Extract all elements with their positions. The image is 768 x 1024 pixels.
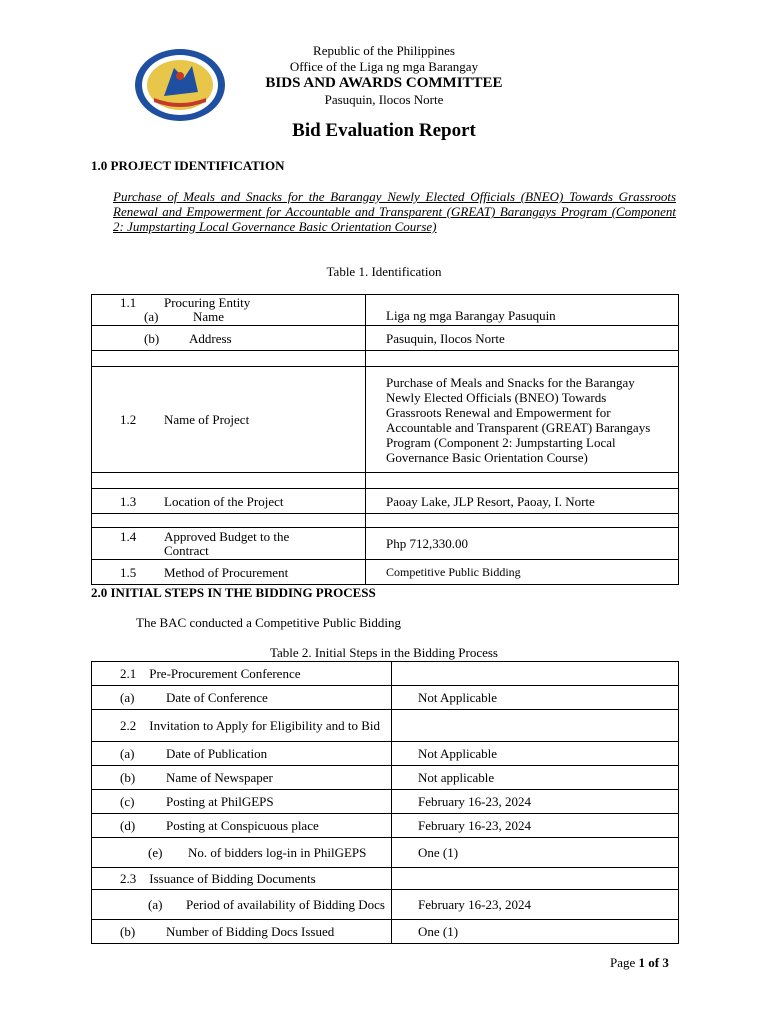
page-prefix: Page [610,955,636,970]
row-number: 1.3 [120,493,137,509]
row-label: Posting at Conspicuous place [166,818,319,833]
report-title: Bid Evaluation Report [292,120,476,141]
row-value: Liga ng mga Barangay Pasuquin [366,295,679,326]
table-row [92,790,679,814]
table-row-spacer [92,351,679,367]
row-letter: (a) [120,690,135,705]
row-label: Number of Bidding Docs Issued [166,924,335,939]
row-letter: (b) [120,924,136,939]
row-value: Competitive Public Bidding [366,560,679,585]
section2-heading: 2.0 INITIAL STEPS IN THE BIDDING PROCESS [91,585,376,600]
row-value: February 16-23, 2024 [392,890,679,920]
table-row [92,710,679,742]
row-label: Location of the Project [164,493,284,509]
header-location: Pasuquin, Ilocos Norte [324,92,444,107]
row-label-text: 2.2 Invitation to Apply for Eligibility and to Bid [120,717,380,733]
row-label: Method of Procurement [164,564,289,580]
row-number: 1.5 [120,564,137,580]
row-value: One (1) [392,838,679,868]
table-row [92,838,679,868]
row-label: Date of Conference [166,690,268,705]
row-label: Name [193,309,225,324]
row-label: No. of bidders log-in in PhilGEPS [188,845,367,860]
row-letter: (e) [148,845,163,860]
section1-heading: 1.0 PROJECT IDENTIFICATION [91,158,285,173]
identification-table [91,294,679,585]
row-value: February 16-23, 2024 [392,790,679,814]
table-row [92,742,679,766]
table-row [92,890,679,920]
row-value: Purchase of Meals and Snacks for the Barangay Newly Elected Officials (BNEO) Towards Grassroots Renewal and Empowerment for Accountable and Transparent (GREAT) Barangays Program (Component 2: Jumpstarting Local Governance Basic Orientation Course) [366,367,679,473]
section2-intro: The BAC conducted a Competitive Public Bidding [136,615,402,630]
table-row [92,489,679,514]
row-number: 1.2 [120,412,137,427]
page-current: 1 [638,955,646,970]
row-label: Period of availability of Bidding Docs [186,896,385,912]
table-row [92,326,679,351]
table-row [92,868,679,890]
table-row-spacer [92,473,679,489]
row-letter: (c) [120,794,135,809]
row-value: Not Applicable [392,686,679,710]
row-label: Procuring Entity [164,295,251,310]
initial-steps-table [91,661,679,944]
row-value: Not Applicable [392,742,679,766]
row-value: Pasuquin, Ilocos Norte [366,326,679,351]
page-of: of [648,955,660,970]
row-number: 1.4 [120,528,137,544]
table-row [92,920,679,944]
row-label: 2.1 Pre-Procurement Conference [92,662,392,686]
row-value: Paoay Lake, JLP Resort, Paoay, I. Norte [366,489,679,514]
table-row [92,528,679,560]
page-total: 3 [662,955,669,970]
table-row [92,686,679,710]
row-label [92,710,392,742]
row-letter: (a) [144,309,159,324]
header-office: Office of the Liga ng mga Barangay [289,59,479,74]
table-row [92,814,679,838]
table-row [92,560,679,585]
row-number: 1.1 [120,295,137,310]
table-row [92,662,679,686]
row-value: Php 712,330.00 [366,528,679,560]
header-republic: Republic of the Philippines [313,43,455,58]
row-label: Approved Budget to the Contract [164,528,290,558]
row-label: Date of Publication [166,746,268,761]
project-description: Purchase of Meals and Snacks for the Barangay Newly Elected Officials (BNEO) Towards Grassroots Renewal and Empowerment for Accountable and Transparent (GREAT) Barangays Program (Component 2: Jumpstarting Local Governance Basic Orientation Course) [113,189,676,234]
row-letter: (d) [120,818,136,833]
row-label: Address [189,330,232,346]
table-row-spacer [92,514,679,528]
table-row [92,766,679,790]
row-letter: (b) [120,770,136,785]
header-committee: BIDS AND AWARDS COMMITTEE [265,75,503,91]
row-value: Not applicable [392,766,679,790]
table-row [92,295,679,326]
table1-caption: Table 1. Identification [326,264,442,279]
row-label: Name of Newspaper [166,770,273,785]
row-label: Name of Project [164,412,250,427]
page-number [610,955,669,971]
table-row [92,367,679,473]
row-label: Posting at PhilGEPS [166,794,274,809]
row-label: 2.3 Issuance of Bidding Documents [92,868,392,890]
table2-caption: Table 2. Initial Steps in the Bidding Process [269,645,498,660]
row-value: February 16-23, 2024 [392,814,679,838]
row-letter: (b) [144,330,160,346]
row-letter: (a) [120,746,135,761]
row-letter: (a) [148,896,163,912]
row-value: One (1) [392,920,679,944]
